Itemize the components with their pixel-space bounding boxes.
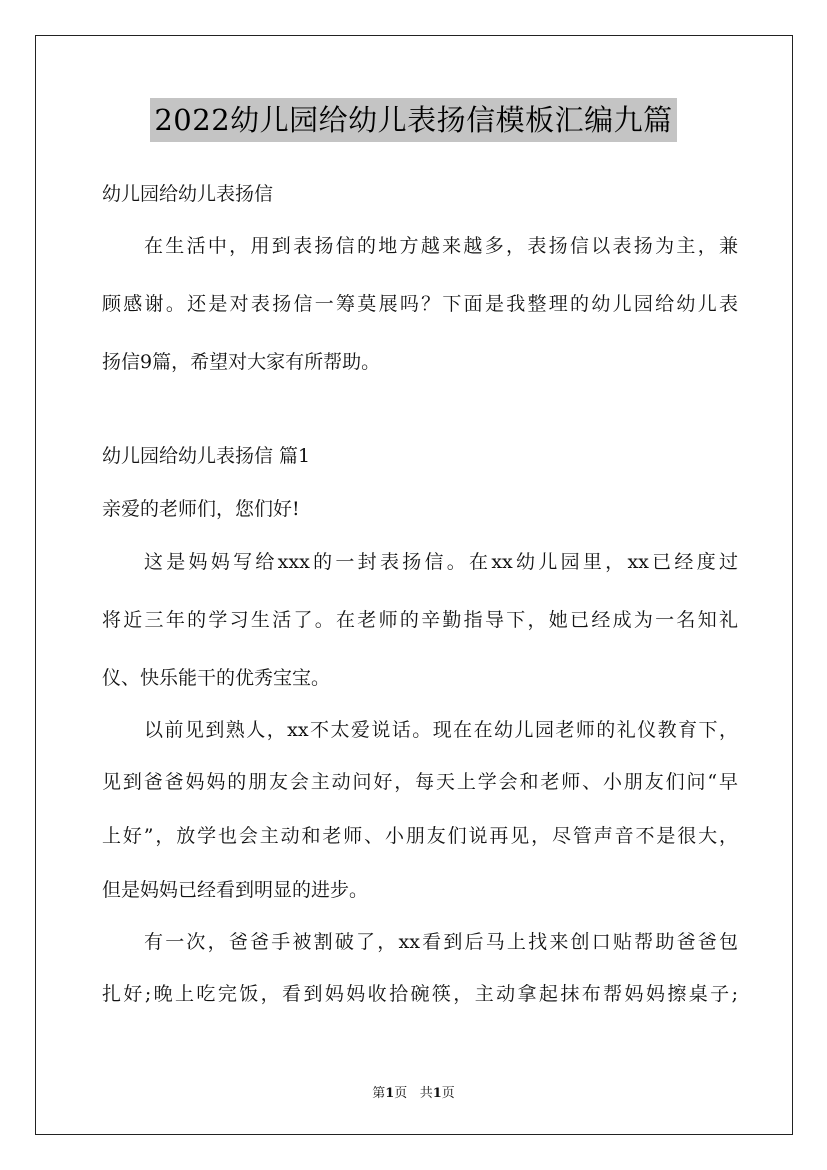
body-paragraph-1: [102, 538, 738, 702]
paragraph-line: 将近三年的学习生活了。在老师的辛勤指导下，她已经成为一名知礼: [102, 609, 738, 631]
intro-paragraph: [102, 222, 738, 386]
paragraph-line: 但是妈妈已经看到明显的进步。: [102, 879, 369, 901]
article-heading: 幼儿园给幼儿表扬信 篇1: [102, 445, 311, 467]
paragraph-line: 有一次，爸爸手被割破了，xx看到后马上找来创口贴帮助爸爸包: [144, 931, 738, 953]
page-suffix: 页: [394, 1086, 408, 1101]
paragraph-line: 这是妈妈写给xxx的一封表扬信。在xx幼儿园里，xx已经度过: [144, 551, 738, 573]
document-body: [102, 170, 738, 1018]
total-suffix: 页: [441, 1086, 455, 1101]
paragraph-line: 顾感谢。还是对表扬信一筹莫展吗？下面是我整理的幼儿园给幼儿表: [102, 293, 738, 315]
title-container: [0, 98, 827, 142]
paragraph-line: 在生活中，用到表扬信的地方越来越多，表扬信以表扬为主，兼: [144, 235, 738, 257]
paragraph-line: 仪、快乐能干的优秀宝宝。: [102, 667, 331, 689]
paragraph-line: 见到爸爸妈妈的朋友会主动问好，每天上学会和老师、小朋友们问“早: [102, 771, 738, 793]
paragraph-line: 扬信9篇，希望对大家有所帮助。: [102, 351, 381, 373]
paragraph-line: 上好”，放学也会主动和老师、小朋友们说再见，尽管声音不是很大，: [102, 825, 738, 847]
paragraph-line: 扎好;晚上吃完饭，看到妈妈收拾碗筷，主动拿起抹布帮妈妈擦桌子;: [102, 983, 738, 1005]
section-heading: 幼儿园给幼儿表扬信: [102, 183, 274, 205]
document-title: 2022幼儿园给幼儿表扬信模板汇编九篇: [150, 98, 676, 142]
page-number: 1: [385, 1086, 395, 1101]
total-pages: 1: [432, 1086, 442, 1101]
greeting-line: 亲爱的老师们，您们好!: [102, 498, 300, 520]
total-prefix: 共: [419, 1086, 433, 1101]
body-paragraph-2: [102, 706, 738, 914]
body-paragraph-3: [102, 918, 738, 1018]
paragraph-line: 以前见到熟人，xx不太爱说话。现在在幼儿园老师的礼仪教育下，: [144, 719, 738, 741]
page-footer: [0, 1082, 827, 1101]
page-prefix: 第: [372, 1086, 386, 1101]
